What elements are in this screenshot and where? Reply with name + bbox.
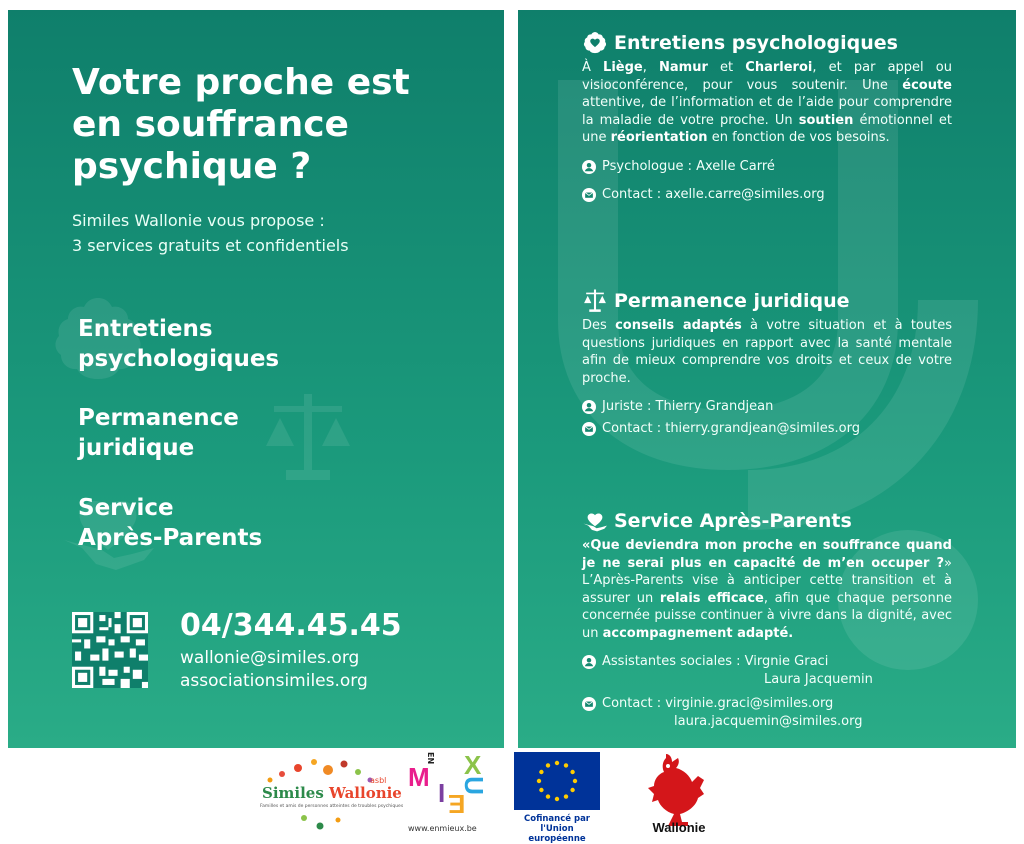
enmieux-prefix: EN <box>426 752 435 765</box>
similes-lower-dots-icon <box>294 812 354 836</box>
desc-segment: » L’Après-Parents vise à anticiper cette transition et à assurer un <box>582 555 952 606</box>
psy-person-row <box>582 158 952 176</box>
desc-segment: , afin que chaque personne concernée puisse continuer à vivre dans la dignité, avec un <box>582 590 952 641</box>
parents-contact-2[interactable]: laura.jacquemin@similes.org <box>674 714 863 729</box>
person-icon <box>582 400 596 414</box>
parents-contact-row <box>582 695 952 731</box>
desc-segment: conseils adaptés <box>615 318 742 333</box>
psy-contact-row <box>582 186 952 204</box>
desc-segment: Namur <box>659 60 708 75</box>
psy-contact[interactable]: Contact : axelle.carre@similes.org <box>602 186 825 202</box>
legal-contact[interactable]: Contact : thierry.grandjean@similes.org <box>602 421 860 436</box>
desc-segment: soutien <box>798 112 854 128</box>
psy-person: Psychologue : Axelle Carré <box>602 158 775 174</box>
desc-segment: réorientation <box>610 130 708 145</box>
partner-logos-strip <box>0 748 1024 844</box>
service-juridique-label: Permanence juridique <box>78 405 239 461</box>
wallonie-rooster-icon <box>644 750 714 818</box>
section-permanence-juridique <box>582 288 952 438</box>
phone-number[interactable]: 04/344.45.45 <box>180 608 402 643</box>
scales-icon <box>582 288 608 314</box>
similes-asbl: asbl <box>370 776 387 785</box>
desc-segment: attentive, de l’information et de l’aide pour comprendre la maladie de votre proche. Un <box>582 95 952 128</box>
enmieux-url[interactable]: www.enmieux.be <box>408 824 477 833</box>
eu-flag-icon <box>514 752 600 810</box>
desc-segment: Des <box>582 318 616 333</box>
section-parents-title: Service Après-Parents <box>614 510 852 532</box>
wallonie-label: Wallonie <box>652 820 706 835</box>
enmieux-logo[interactable] <box>406 750 490 838</box>
hero-title: Votre proche est en souffrance psychique ? <box>72 62 410 187</box>
section-legal-title: Permanence juridique <box>614 290 850 312</box>
desc-segment: «Que deviendra mon proche en souffrance quand je ne serai plus en capacité de m’en occuper ? <box>582 538 952 571</box>
enmieux-letter-x: X <box>464 750 482 780</box>
similes-wallonie-logo[interactable] <box>258 754 404 836</box>
desc-segment: Charleroi <box>745 60 813 75</box>
similes-tagline: Familles et amis de personnes atteintes de troubles psychiques <box>260 804 404 809</box>
desc-segment: accompagnement adapté. <box>602 625 794 641</box>
wallonie-logo[interactable] <box>642 750 716 838</box>
qr-code[interactable] <box>72 612 148 688</box>
section-parents-description <box>582 537 952 642</box>
section-psy-title: Entretiens psychologiques <box>614 32 898 54</box>
parents-person-2: Laura Jacquemin <box>764 672 873 687</box>
person-icon <box>582 655 596 669</box>
desc-segment: à votre situation et à toutes questions juridiques en rapport avec la santé mentale afin de mieux comprendre vos droits et ceux de votre proche. <box>582 318 952 386</box>
desc-segment: émotionnel et une <box>582 112 952 145</box>
service-apres-parents-label: Service Après-Parents <box>78 495 263 551</box>
mail-icon <box>582 188 596 202</box>
website-link[interactable]: associationsimiles.org <box>180 671 368 691</box>
desc-segment: Liège <box>603 60 643 75</box>
enmieux-letter-u: U <box>458 776 489 795</box>
person-icon <box>582 160 596 174</box>
right-flyer-panel <box>518 10 1016 748</box>
enmieux-letter-i: I <box>438 778 446 808</box>
desc-segment: écoute <box>902 77 952 93</box>
left-flyer-panel <box>8 10 504 748</box>
service-psychologiques-label: Entretiens psychologiques <box>78 316 280 372</box>
hands-heart-icon <box>582 508 608 534</box>
eu-line-2: l'Union européenne <box>528 824 586 844</box>
section-legal-description <box>582 317 952 387</box>
brain-heart-icon <box>582 30 608 56</box>
desc-segment: , et par appel ou visioconférence, pour vous soutenir. Une <box>582 60 952 93</box>
email-link[interactable]: wallonie@similes.org <box>180 648 360 668</box>
eu-line-1: Cofinancé par <box>524 814 590 824</box>
similes-wallonie-word: Wallonie <box>329 784 402 802</box>
parents-contact[interactable]: Contact : virginie.graci@similes.org <box>602 696 834 711</box>
enmieux-letter-m: M <box>408 762 430 792</box>
hero-subtitle: Similes Wallonie vous propose : 3 services gratuits et confidentiels <box>72 211 349 255</box>
section-entretiens-psychologiques <box>582 30 952 204</box>
similes-name: Similes <box>262 784 324 802</box>
desc-segment: et <box>707 60 746 75</box>
section-apres-parents <box>582 508 952 731</box>
mail-icon <box>582 422 596 436</box>
parents-person-row <box>582 653 952 689</box>
legal-contact-row <box>582 420 952 438</box>
desc-segment: relais efficace <box>659 590 764 606</box>
scales-watermark-icon <box>258 388 358 488</box>
eu-cofunded-logo[interactable] <box>514 752 602 844</box>
section-psy-description <box>582 59 952 147</box>
desc-segment: , <box>642 60 660 75</box>
desc-segment: À <box>582 60 604 75</box>
legal-person-row <box>582 398 952 416</box>
mail-icon <box>582 697 596 711</box>
similes-dots-icon <box>258 754 388 788</box>
parents-person: Assistantes sociales : Virgnie Graci <box>602 654 829 669</box>
desc-segment: en fonction de vos besoins. <box>707 130 890 145</box>
enmieux-letter-e: E <box>448 789 466 819</box>
legal-person: Juriste : Thierry Grandjean <box>602 399 774 414</box>
